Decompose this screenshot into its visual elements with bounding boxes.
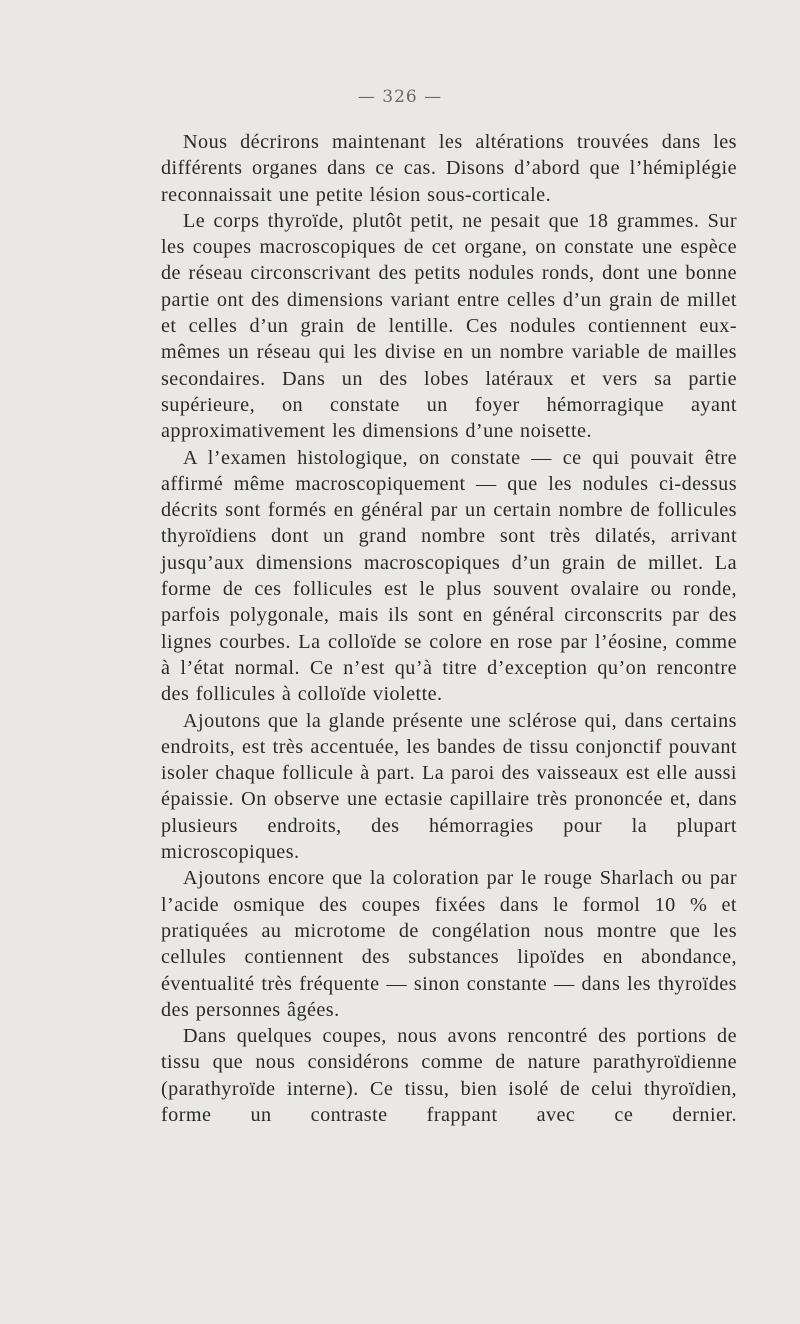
paragraph: Nous décrirons maintenant les altérations trouvées dans les différents organes dans ce cas. Disons d’abord que l’hémiplégie reconnaissait une petite lésion sous-corticale. bbox=[161, 131, 737, 206]
page-number: — 326 — bbox=[357, 87, 443, 107]
body-text bbox=[161, 129, 737, 1128]
paragraph: Dans quelques coupes, nous avons rencontré des portions de tissu que nous considérons comme de nature parathyroïdienne (parathyroïde interne). Ce tissu, bien isolé de celui thyroïdien, forme un contraste frappant avec ce dernier. bbox=[161, 1025, 737, 1126]
paragraph: Ajoutons que la glande présente une sclérose qui, dans certains endroits, est très accentuée, les bandes de tissu conjonctif pouvant isoler chaque follicule à part. La paroi des vaisseaux est elle aussi épaissie. On observe une ectasie capillaire très prononcée et, dans plusieurs endroits, des hémorragies pour la plupart microscopiques. bbox=[161, 709, 737, 864]
paragraph: A l’examen histologique, on constate — ce qui pouvait être affirmé même macroscopiquement — que les nodules ci-dessus décrits sont formés en général par un certain nombre de follicules thyroïdiens dont un grand nombre sont très dilatés, arrivant jusqu’aux dimensions macroscopiques d’un grain de millet. La forme de ces follicules est le plus souvent ovalaire ou ronde, parfois polygonale, mais ils sont en général circonscrits par des lignes courbes. La colloïde se colore en rose par l’éosine, comme à l’état normal. Ce n’est qu’à titre d’exception qu’on rencontre des follicules à colloïde violette. bbox=[161, 446, 737, 706]
paragraph: Ajoutons encore que la coloration par le rouge Sharlach ou par l’acide osmique des coupes fixées dans le formol 10 % et pratiquées au microtome de congélation nous montre que les cellules contiennent des substances lipoïdes en abondance, éventualité très fréquente — sinon constante — dans les thyroïdes des personnes âgées. bbox=[161, 867, 737, 1021]
paragraph: Le corps thyroïde, plutôt petit, ne pesait que 18 grammes. Sur les coupes macroscopiques de cet organe, on constate une espèce de réseau circonscrivant des petits nodules ronds, dont une bonne partie ont des dimensions variant entre celles d’un grain de millet et celles d’un grain de lentille. Ces nodules contiennent eux-mêmes un réseau qui les divise en un nombre variable de mailles secondaires. Dans un des lobes latéraux et vers sa partie supérieure, on constate un foyer hémorragique ayant approximativement les dimensions d’une noisette. bbox=[161, 209, 737, 443]
